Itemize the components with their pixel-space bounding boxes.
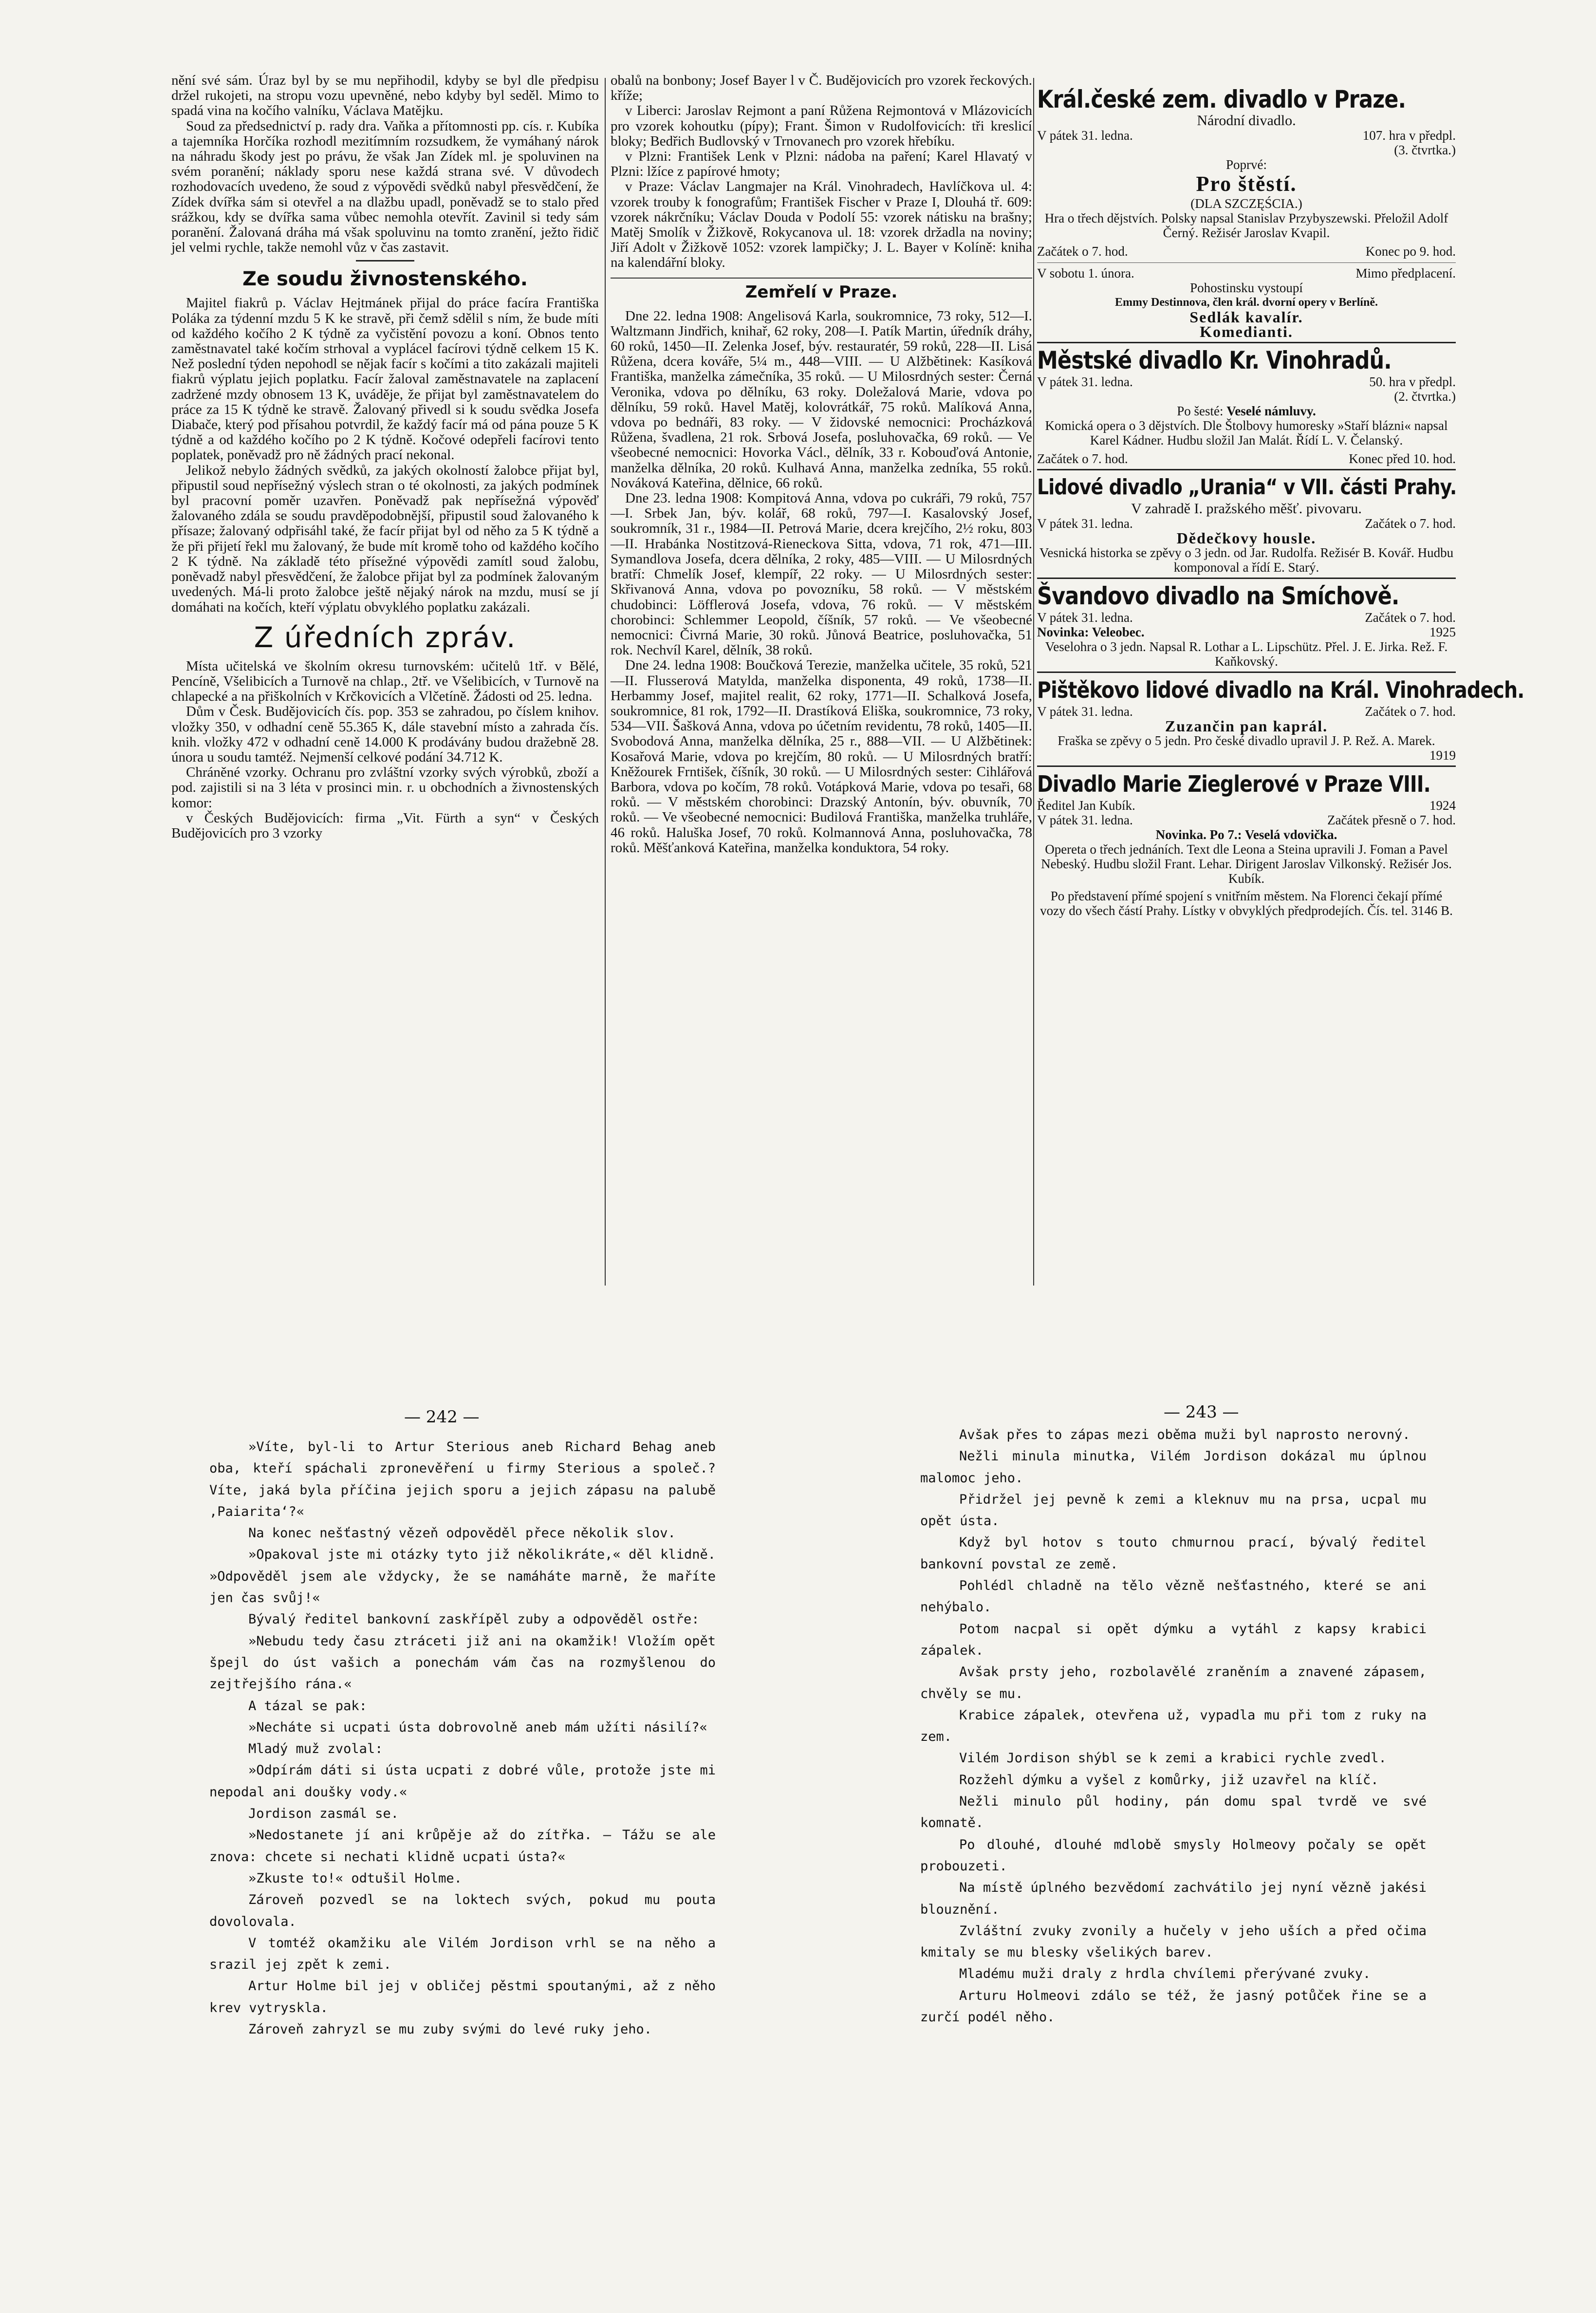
story-paragraph: »Necháte si ucpati ústa dobrovolně aneb mám užíti násilí?« bbox=[248, 1719, 707, 1735]
column-middle bbox=[611, 73, 1032, 1295]
theatre-pistek bbox=[1037, 672, 1524, 763]
note: (3. čtvrtka.) bbox=[1394, 143, 1456, 157]
play-title: Komedianti. bbox=[1200, 323, 1293, 340]
story-page-right bbox=[920, 1424, 1427, 2184]
story-paragraph: Zároveň zahryzl se mu zuby svými do levé ruky jeho. bbox=[248, 2022, 652, 2037]
story-paragraph: Mladému muži draly z hrdla chvílemi přerývané zvuky. bbox=[959, 1966, 1371, 1982]
story-paragraph: »Odpírám dáti si ústa ucpati z dobré vůle, protože jste mi nepodal ani doušky vody.« bbox=[209, 1763, 716, 1800]
story-paragraph: Přidržel jej pevně k zemi a kleknuv mu na prsa, ucpal mu opět ústa. bbox=[920, 1492, 1427, 1529]
play-info: Vesnická historka se zpěvy o 3 jedn. od Jar. Rudolfa. Režisér B. Kovář. Hudbu komponoval a řídí E. Starý. bbox=[1039, 545, 1454, 575]
date: V pátek 31. ledna. bbox=[1037, 128, 1133, 143]
theatre-name: Švandovo divadlo na Smíchově. bbox=[1037, 582, 1399, 610]
story-paragraph: Avšak přes to zápas mezi oběma muži byl naprosto nerovný. bbox=[959, 1427, 1410, 1442]
story-paragraph: Jordison zasmál se. bbox=[248, 1806, 399, 1822]
play-info: Hra o třech dějstvích. Polsky napsal Stanislav Przybyszewski. Přeložil Adolf Černý. Režisér Jaroslav Kvapil. bbox=[1044, 211, 1448, 240]
note: (2. čtvrtka.) bbox=[1394, 389, 1456, 404]
end-time: Konec před 10. hod. bbox=[1349, 451, 1456, 466]
theatre-listings bbox=[1037, 85, 1524, 918]
play-title: Pro štěstí. bbox=[1196, 172, 1297, 196]
story-paragraph: Krabice zápalek, otevřena už, vypadla mu při tom z ruky na zem. bbox=[920, 1707, 1427, 1745]
pre: Poprvé: bbox=[1226, 157, 1267, 172]
story-paragraph: Zároveň pozvedl se na loktech svých, pokud mu pouta dovolovala. bbox=[209, 1892, 716, 1929]
start-time: Začátek o 7. hod. bbox=[1037, 244, 1128, 259]
theatre-sub: V zahradě I. pražského měšť. pivovaru. bbox=[1131, 501, 1362, 517]
date: V pátek 31. ledna. bbox=[1037, 813, 1133, 827]
col1-para: Chráněné vzorky. Ochranu pro zvláštní vzorky svých výrobků, zboží a pod. zajistili si na 3 léta v prosinci min. r. u obchodních a živnostenských komor: bbox=[171, 765, 599, 811]
story-paragraph: Bývalý ředitel bankovní zaskřípěl zuby a odpověděl ostře: bbox=[248, 1612, 700, 1627]
section-heading: Zemřelí v Praze. bbox=[611, 278, 1032, 303]
theatre-name: Král.české zem. divadlo v Praze. bbox=[1037, 85, 1406, 113]
story-paragraph: Na místě úplného bezvědomí zachvátilo jej nyní vězně jakési blouznění. bbox=[920, 1880, 1427, 1917]
col2-para: v Liberci: Jaroslav Rejmont a paní Růžena Rejmontová v Mlázovicích pro vzorek kohoutku (pípy); Frant. Šimon v Rudolfovicích: tři kreslicí bloky; Bedřich Budlovský v Trnovanech pro vzorek hřebíku. bbox=[611, 103, 1032, 149]
story-paragraph: Nežli minulo půl hodiny, pán domu spal tvrdě ve své komnatě. bbox=[920, 1794, 1427, 1831]
col2-para: Dne 22. ledna 1908: Angelisová Karla, soukromnice, 73 roky, 512—I. Waltzmann Jindřich, knihař, 62 roky, 208—I. Patík Martin, úředník dráhy, 60 roků, 1450—II. Zelenka Josef, býv. restauratér, 59 roků, 228—II. Lisá Růžena, dcera kováře, 5¼ m., 448—VIII. — U Alžbětinek: Kasíková Františka, manželka zámečníka, 35 roků. — U Milosrdných sester: Černá Veronika, vdova po dělníku, 63 roky. Doležalová Marie, vdova po dělníku, 59 roků. Havel Matěj, kolovrátkář, 75 roků. Malíková Anna, vdova po bednáři, 83 roky. — V židovské nemocnici: Procházková Růžena, švadlena, 21 rok. Srbová Josefa, posluhovačka, 69 roků. — Ve všeobecné nemocnici: Hovorka Václ., dělník, 33 r. Kobouďová Antonie, manželka dělníka, 20 roků. Kulhavá Anna, manželka zedníka, 55 roků. Nováková Kateřina, dělnice, 66 roků. bbox=[611, 308, 1032, 491]
play-info: Komická opera o 3 dějstvích. Dle Štolbovy humoresky »Staří blázni« napsal Karel Kádner. Hudbu složil Jan Malát. Řídí L. V. Čelanský. bbox=[1045, 418, 1448, 448]
col2-para: Dne 24. ledna 1908: Boučková Terezie, manželka učitele, 35 roků, 521—II. Flusserová Matylda, manželka disponenta, 49 roků, 1738—II. Herbammy Josef, majitel realit, 62 roky, 1771—II. Schalková Josefa, soukromnice, 81 rok, 1792—II. Drastíková Eliška, soukromnice, 73 roky, 534—VII. Šašková Anna, vdova po účetním revidentu, 78 roků, 1405—II. Svobodová Anna, manželka dělníka, 25 r., 888—VII. — U Alžbětinek: Kosařová Marie, vdova po krejčím, 80 roků. — U Milosrdných bratří: Kněžourek Frntišek, číšník, 30 roků. — U Milosrdných sester: Cihlářová Barbora, vdova po kočím, 78 roků. Votápková Marie, vdova po tesaři, 68 roků. — V městském chorobinci: Drazský Antonín, býv. obuvník, 70 roků. — Ve všeobecné nemocnici: Budilová Františka, manželka truhláře, 46 roků. Haluška Josef, 70 roků. Kolmannová Anna, posluhovačka, 78 roků. Měšťanková Kateřina, manželka konduktora, 54 roky. bbox=[611, 657, 1032, 856]
theatre-vinohrady bbox=[1037, 342, 1456, 466]
director: Ředitel Jan Kubík. bbox=[1037, 798, 1135, 813]
date: V pátek 31. ledna. bbox=[1037, 374, 1133, 389]
col1-para: Majitel fiakrů p. Václav Hejtmánek přijal do práce facíra Františka Poláka za týdenní mzdu 5 K ke stravě, při čemž sdělil s ním, že bude míti od každého kočího 2 K týdně za vyčistění povozu a koní. Obnos tento zaměstnavatel také kočím strhoval a vyplácel facírovi týdně celkem 15 K. Než poslední týden nepohodl se nějak facír s kočími a tito zakázali majiteli fiakrů výplatu jejich poplatku. Facír žaloval zaměstnavatele na zaplacení zadržené mzdy obnosem 13 K, uváděje, že přijat byl zaměstnavatelem do práce za 15 K týdně ke stravě. Žalovaný přivedl si k soudu svědka Josefa Diabače, který pod přísahou potvrdil, že každý facír má od pána pouze 5 K týdně a od každého kočího po 2 K týdně. Kočové odepřeli facírovi tento poplatek, poněvadž pro ně žádných prací nekonal. bbox=[171, 295, 599, 463]
theatre-name: Divadlo Marie Zieglerové v Praze VIII. bbox=[1037, 771, 1430, 797]
story-paragraph: Avšak prsty jeho, rozbolavělé zraněním a znavené zápasem, chvěly se mu. bbox=[920, 1664, 1427, 1701]
end-time: Konec po 9. hod. bbox=[1365, 244, 1456, 259]
theatre-national bbox=[1037, 85, 1456, 339]
play-info: Veselohra o 3 jedn. Napsal R. Lothar a L. Lipschütz. Přel. J. E. Jirka. Rež. F. Kaňkovský. bbox=[1045, 639, 1448, 669]
play-title: Sedlák kavalír. bbox=[1189, 308, 1303, 326]
page-number-right: — 243 — bbox=[1164, 1402, 1239, 1422]
col1-para: Místa učitelská ve školním okresu turnovském: učitelů 1tř. v Bělé, Pencíně, Všelibicích a Turnově na chlap., 2tř. ve Všelibicích, v Turnově na chlapecké a na přiškolních v Krčkovicích a Vlčetíně. Žádosti od 25. ledna. bbox=[171, 658, 599, 705]
play-title: Dědečkovy housle. bbox=[1176, 529, 1317, 547]
column-rule bbox=[605, 78, 606, 1286]
number: 1924 bbox=[1429, 798, 1456, 813]
start-time: Začátek o 7. hod. bbox=[1365, 516, 1456, 531]
col2-para: v Plzni: František Lenk v Plzni: nádoba na paření; Karel Hlavatý v Plzni: lžíce z papírové hmoty; bbox=[611, 149, 1032, 180]
number: 1919 bbox=[1429, 748, 1456, 763]
story-paragraph: Arturu Holmeovi zdálo se též, že jasný potůček řine se a zurčí podél něho. bbox=[920, 1988, 1427, 2025]
column-left bbox=[171, 73, 599, 1295]
play-info: Opereta o třech jednáních. Text dle Leona a Steina upravili J. Foman a Pavel Nebeský. Hudbu složil Frant. Lehar. Dirigent Jaroslav Vilkonský. Režisér Jos. Kubík. bbox=[1041, 842, 1452, 886]
page-number-left: — 242 — bbox=[404, 1407, 480, 1427]
story-paragraph: Rozžehl dýmku a vyšel z komůrky, již uzavřel na klíč. bbox=[959, 1772, 1379, 1788]
theatre-ziegler bbox=[1037, 765, 1456, 918]
story-paragraph: »Zkuste to!« odtušil Holme. bbox=[248, 1870, 462, 1886]
theatre-name: Lidové divadlo „Urania“ v VII. části Prahy. bbox=[1037, 475, 1457, 500]
subscription: 107. hra v předpl. bbox=[1362, 128, 1456, 143]
pre: Pohostinsku vystoupí bbox=[1190, 280, 1303, 295]
play-title: Novinka: Veleobec. bbox=[1037, 625, 1145, 639]
story-paragraph: »Víte, byl-li to Artur Sterious aneb Richard Behag aneb oba, kteří spáchali zpronevěření u firmy Sterious a společ.? Víte, jaká byla příčina jejich sporu a jejich zápasu na palubě ‚Paiarita‘?« bbox=[209, 1439, 716, 1519]
story-paragraph: Nežli minula minutka, Vilém Jordison dokázal mu úplnou malomoc jeho. bbox=[920, 1449, 1427, 1486]
start-time: Začátek o 7. hod. bbox=[1365, 704, 1456, 719]
theatre-name: Pištěkovo lidové divadlo na Král. Vinohradech. bbox=[1037, 677, 1524, 703]
column-rule bbox=[1033, 78, 1034, 1286]
story-page-left bbox=[209, 1436, 716, 2182]
subscription: Mimo předplacení. bbox=[1355, 266, 1456, 280]
date: V pátek 31. ledna. bbox=[1037, 610, 1133, 625]
start-time: Začátek přesně o 7. hod. bbox=[1327, 813, 1456, 827]
col1-para: v Českých Budějovicích: firma „Vit. Fürth a syn“ v Českých Budějovicích pro 3 vzorky bbox=[171, 810, 599, 841]
section-heading: Z úředních zpráv. bbox=[254, 620, 517, 654]
col2-para: obalů na bonbony; Josef Bayer l v Č. Budějovicích pro vzorek řeckových. kříže; bbox=[611, 73, 1032, 104]
story-paragraph: A tázal se pak: bbox=[248, 1698, 367, 1714]
story-paragraph: Na konec nešťastný vězeň odpověděl přece několik slov. bbox=[248, 1526, 676, 1541]
number: 1925 bbox=[1429, 625, 1456, 639]
footer-note: Po představení přímé spojení s vnitřním městem. Na Florenci čekají přímé vozy do všech částí Prahy. Lístky v obvyklých předprodejích. Čís. tel. 3146 B. bbox=[1040, 889, 1453, 918]
theatre-svanda bbox=[1037, 578, 1456, 669]
story-paragraph: Po dlouhé, dlouhé mdlobě smysly Holmeovy počaly se opět probouzeti. bbox=[920, 1837, 1427, 1874]
story-paragraph: Pohlédl chladně na tělo vězně nešťastného, které se ani nehýbalo. bbox=[920, 1578, 1427, 1615]
play-title: Novinka. Po 7.: Veselá vdovička. bbox=[1155, 827, 1337, 842]
col1-para: Dům v Česk. Budějovicích čís. pop. 353 se zahradou, po číslem knihov. vložky 350, v odhadní ceně 55.365 K, dále stavební místo a zahrada čís. knih. vložky 472 v odhadní ceně 14.000 K prodávány budou dražebně 28. února u soudu tamtéž. Nejmenší celkové podání 34.712 K. bbox=[171, 704, 599, 765]
pre: Po šesté: bbox=[1177, 404, 1224, 418]
col2-para: Dne 23. ledna 1908: Kompitová Anna, vdova po cukráři, 79 roků, 757—I. Srbek Jan, býv. kolář, 68 roků, 797—I. Kasalovský Josef, soukromník, 31 r., 1984—II. Petrová Marie, dcera krejčího, 2½ roku, 803—II. Hrabánka Nostitzová-Rieneckova Sitta, vdova, 71 rok, 471—III. Symandlova Josefa, dcera dělníka, 2 roky, 485—VIII. — U Milosrdných bratří: Chmelík Josef, klempíř, 22 roky. — U Milosrdných sester: Skřivanová Anna, vdova po povozníku, 58 roků. — V městském chudobinci: Löfflerová Josefa, vdova, 76 roků. — V městském chorobinci: Schlemmer Leopold, číšník, 57 roků. — Ve všeobecné nemocnici: Čivrná Marie, 30 roků. Jůnová Beatrice, posluhovačka, 51 rok. Nechvíl Karel, dělník, 38 roků. bbox=[611, 490, 1032, 658]
story-paragraph: »Opakoval jste mi otázky tyto již několikráte,« děl klidně. »Odpověděl jsem ale vždycky, že se namáháte marně, že maříte jen čas svůj!« bbox=[209, 1547, 716, 1606]
story-paragraph: V tomtéž okamžiku ale Vilém Jordison vrhl se na něho a srazil jej zpět k zemi. bbox=[209, 1935, 716, 1973]
date: V sobotu 1. února. bbox=[1037, 266, 1134, 280]
play-info: Fraška se zpěvy o 5 jedn. Pro české divadlo upravil J. P. Rež. A. Marek. bbox=[1058, 733, 1435, 748]
start-time: Začátek o 7. hod. bbox=[1365, 610, 1456, 625]
theatre-urania bbox=[1037, 469, 1456, 575]
story-paragraph: Mladý muž zvolal: bbox=[248, 1741, 383, 1757]
story-paragraph: Vilém Jordison shýbl se k zemi a krabici rychle zvedl. bbox=[959, 1751, 1387, 1766]
theatre-name: Městské divadlo Kr. Vinohradů. bbox=[1037, 346, 1392, 374]
col1-para: Jelikož nebylo žádných svědků, za jakých okolností žalobce přijat byl, připustil soud nepřísežný výslech stran o té okolnosti, za jakých podmínek byl pracovní poměr uzavřen. Poněvadž pak nepřísežná výpověď žalovaného zdála se soudu pravděpodobnější, připustil soud žalovaného k přísaze; žalovaný odpřisáhl také, že facír přijat byl od něho za 5 K týdně a že při přijetí řekl mu žalovaný, že bude mít kromě toho od každého kočího 2 K týdně. Na základě této přísežné výpovědi zamítl soud žalobu, poněvadž nabyl přesvědčení, že žalobce přijat byl za podmínek žalovaným uvedených. Má-li proto žalobce ještě nějaký nárok na mzdu, musí se jí domáhati na kočích, kteří výplatu obvyklého poplatku zakázali. bbox=[171, 462, 599, 615]
story-paragraph: »Nebudu tedy času ztráceti již ani na okamžik! Vložím opět špejl do úst vašich a ponechám vám čas na rozmyšlenou do zejtřejšího rána.« bbox=[209, 1633, 716, 1692]
theatre-sub: Národní divadlo. bbox=[1197, 112, 1296, 129]
play-title: Zuzančin pan kaprál. bbox=[1165, 717, 1328, 735]
date: V pátek 31. ledna. bbox=[1037, 516, 1133, 531]
date: V pátek 31. ledna. bbox=[1037, 704, 1133, 719]
start-time: Začátek o 7. hod. bbox=[1037, 451, 1128, 466]
guest: Emmy Destinnova, člen král. dvorní opery v Berlíně. bbox=[1115, 296, 1378, 309]
divider bbox=[356, 260, 414, 261]
story-paragraph: »Nedostanete jí ani krůpěje až do zítřka. — Tážu se ale znova: chcete si nechati klidně ucpati ústa?« bbox=[209, 1828, 716, 1865]
play-title: Veselé námluvy. bbox=[1226, 404, 1316, 418]
story-paragraph: Artur Holme bil jej v obličej pěstmi spoutanými, až z něho krev vytryskla. bbox=[209, 1978, 716, 2015]
story-paragraph: Když byl hotov s touto chmurnou prací, bývalý ředitel bankovní povstal ze země. bbox=[920, 1535, 1427, 1572]
section-heading: Ze soudu živnostenského. bbox=[242, 268, 528, 291]
story-paragraph: Potom nacpal si opět dýmku a vytáhl z kapsy krabici zápalek. bbox=[920, 1621, 1427, 1658]
col1-para: nění své sám. Úraz byl by se mu nepřihodil, kdyby se byl dle předpisu držel rukojeti, na stropu vozu upevněné, nebo kdyby byl seděl. Mimo to spadá vina na kočího valníku, Václava Matějku. bbox=[171, 73, 599, 119]
play-subtitle: (DLA SZCZĘŚCIA.) bbox=[1190, 196, 1302, 211]
col1-para: Soud za předsednictví p. rady dra. Vaňka a přítomnosti pp. cís. r. Kubíka a tajemníka Horčíka rozhodl mezitímním rozsudkem, že vymáhaný nárok na náhradu škody jest po právu, že však Jan Zídek ml. je spoluvinen na svém poranění; náklady sporu nese každá strana své. V důvodech rozhodovacích uvedeno, že soud z výpovědi svědků nabyl přesvědčení, že Zídek dvířka sám si otevřel a na dlažbu upadl, poněvadž se to stalo před srážkou, kdy se dvířka sama vůbec nemohla otevřít. Zavinil si tedy sám poranění. Žalovaná dráha má však spoluvinu na tomto zranění, ježto řidič jel velmi rychle, takže nemohl vůz v čas zastavit. bbox=[171, 118, 599, 256]
subscription: 50. hra v předpl. bbox=[1369, 374, 1456, 389]
col2-para: v Praze: Václav Langmajer na Král. Vinohradech, Havlíčkova ul. 4: vzorek trouby k fonografům; František Fischer v Praze I, Dlouhá tř. 609: vzorek nákrčníku; Václav Douda v Podolí 55: vzorek nátisku na brašny; Matěj Smolík v Žižkově, Rokycanova ul. 18: vzorek držadla na noviny; Jiří Adolt v Žižkově 1052: vzorek lampičky; J. L. Bayer v Kolíně: kniha na kalendářní bloky. bbox=[611, 179, 1032, 271]
story-paragraph: Zvláštní zvuky zvonily a hučely v jeho uších a před očima kmitaly se mu blesky všelikých barev. bbox=[920, 1923, 1427, 1960]
